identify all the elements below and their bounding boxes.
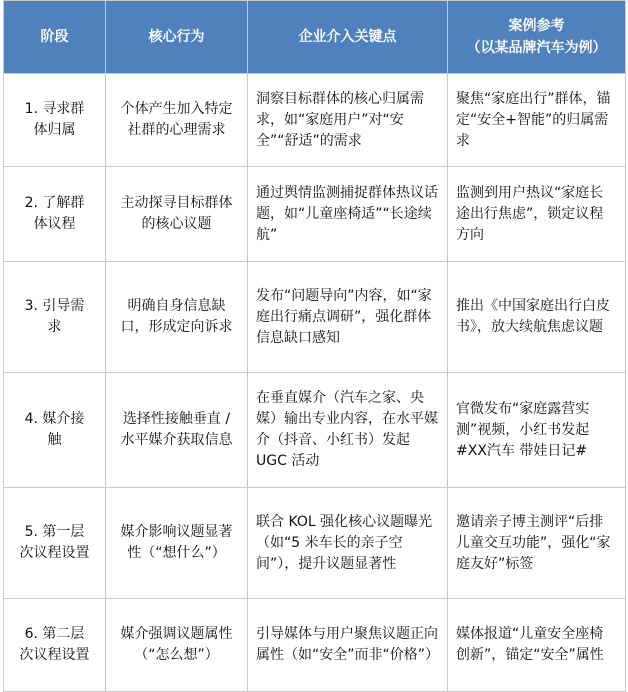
table-row (4, 488, 626, 599)
table-row (4, 167, 626, 262)
cell-stage: 4. 媒介接 触 (4, 373, 106, 488)
agenda-table-wrapper (3, 0, 625, 663)
cell-key-points: 联合 KOL 强化核心议题曝光（如“5 米车长的亲子空间”），提升议题显著性 (248, 488, 448, 599)
header-case-title: 案例参考 (508, 18, 565, 34)
cell-case: 邀请亲子博主测评“后排儿童交互功能”，强化“家庭友好”标签 (448, 488, 626, 599)
table-row (4, 599, 626, 692)
cell-stage: 2. 了解群 体议程 (4, 167, 106, 262)
header-case-subtitle: （以某品牌汽车为例） (466, 40, 607, 56)
cell-stage: 3. 引导需 求 (4, 262, 106, 373)
cell-behavior: 明确自身信息缺 口，形成定向诉求 (106, 262, 248, 373)
cell-key-points: 在垂直媒介（汽车之家、央媒）输出专业内容，在水平媒介（抖音、小红书）发起 UGC 活动 (248, 373, 448, 488)
cell-behavior: 个体产生加入特定 社群的心理需求 (106, 74, 248, 167)
table-row (4, 262, 626, 373)
cell-case: 聚焦“家庭出行”群体，锚定“安全+智能”的归属需求 (448, 74, 626, 167)
cell-behavior: 媒介影响议题显著 性（“想什么”） (106, 488, 248, 599)
cell-stage: 5. 第一层 次议程设置 (4, 488, 106, 599)
header-stage: 阶段 (4, 1, 106, 74)
header-case-reference (448, 1, 626, 74)
agenda-setting-table (3, 0, 626, 692)
cell-key-points: 发布“问题导向”内容，如“家庭出行痛点调研”，强化群体信息缺口感知 (248, 262, 448, 373)
header-core-behavior: 核心行为 (106, 1, 248, 74)
cell-key-points: 通过舆情监测捕捉群体热议话题，如“儿童座椅适”“长途续航” (248, 167, 448, 262)
cell-behavior: 主动探寻目标群体 的核心议题 (106, 167, 248, 262)
cell-behavior: 媒介强调议题属性 （“怎么想”） (106, 599, 248, 692)
header-key-points: 企业介入关键点 (248, 1, 448, 74)
cell-case: 官微发布“家庭露营实测”视频，小红书发起#XX汽车 带娃日记# (448, 373, 626, 488)
table-row (4, 74, 626, 167)
cell-key-points: 洞察目标群体的核心归属需求，如“家庭用户”对“安全”“舒适”的需求 (248, 74, 448, 167)
table-row (4, 373, 626, 488)
cell-stage: 6. 第二层 次议程设置 (4, 599, 106, 692)
table-header-row (4, 1, 626, 74)
cell-case: 推出《中国家庭出行白皮书》，放大续航焦虑议题 (448, 262, 626, 373)
cell-key-points: 引导媒体与用户聚焦议题正向属性（如“安全”而非“价格”） (248, 599, 448, 692)
cell-behavior: 选择性接触垂直 / 水平媒介获取信息 (106, 373, 248, 488)
cell-case: 媒体报道“儿童安全座椅创新”，锚定“安全”属性 (448, 599, 626, 692)
cell-case: 监测到用户热议“家庭长途出行焦虑”，锁定议程方向 (448, 167, 626, 262)
cell-stage: 1. 寻求群 体归属 (4, 74, 106, 167)
